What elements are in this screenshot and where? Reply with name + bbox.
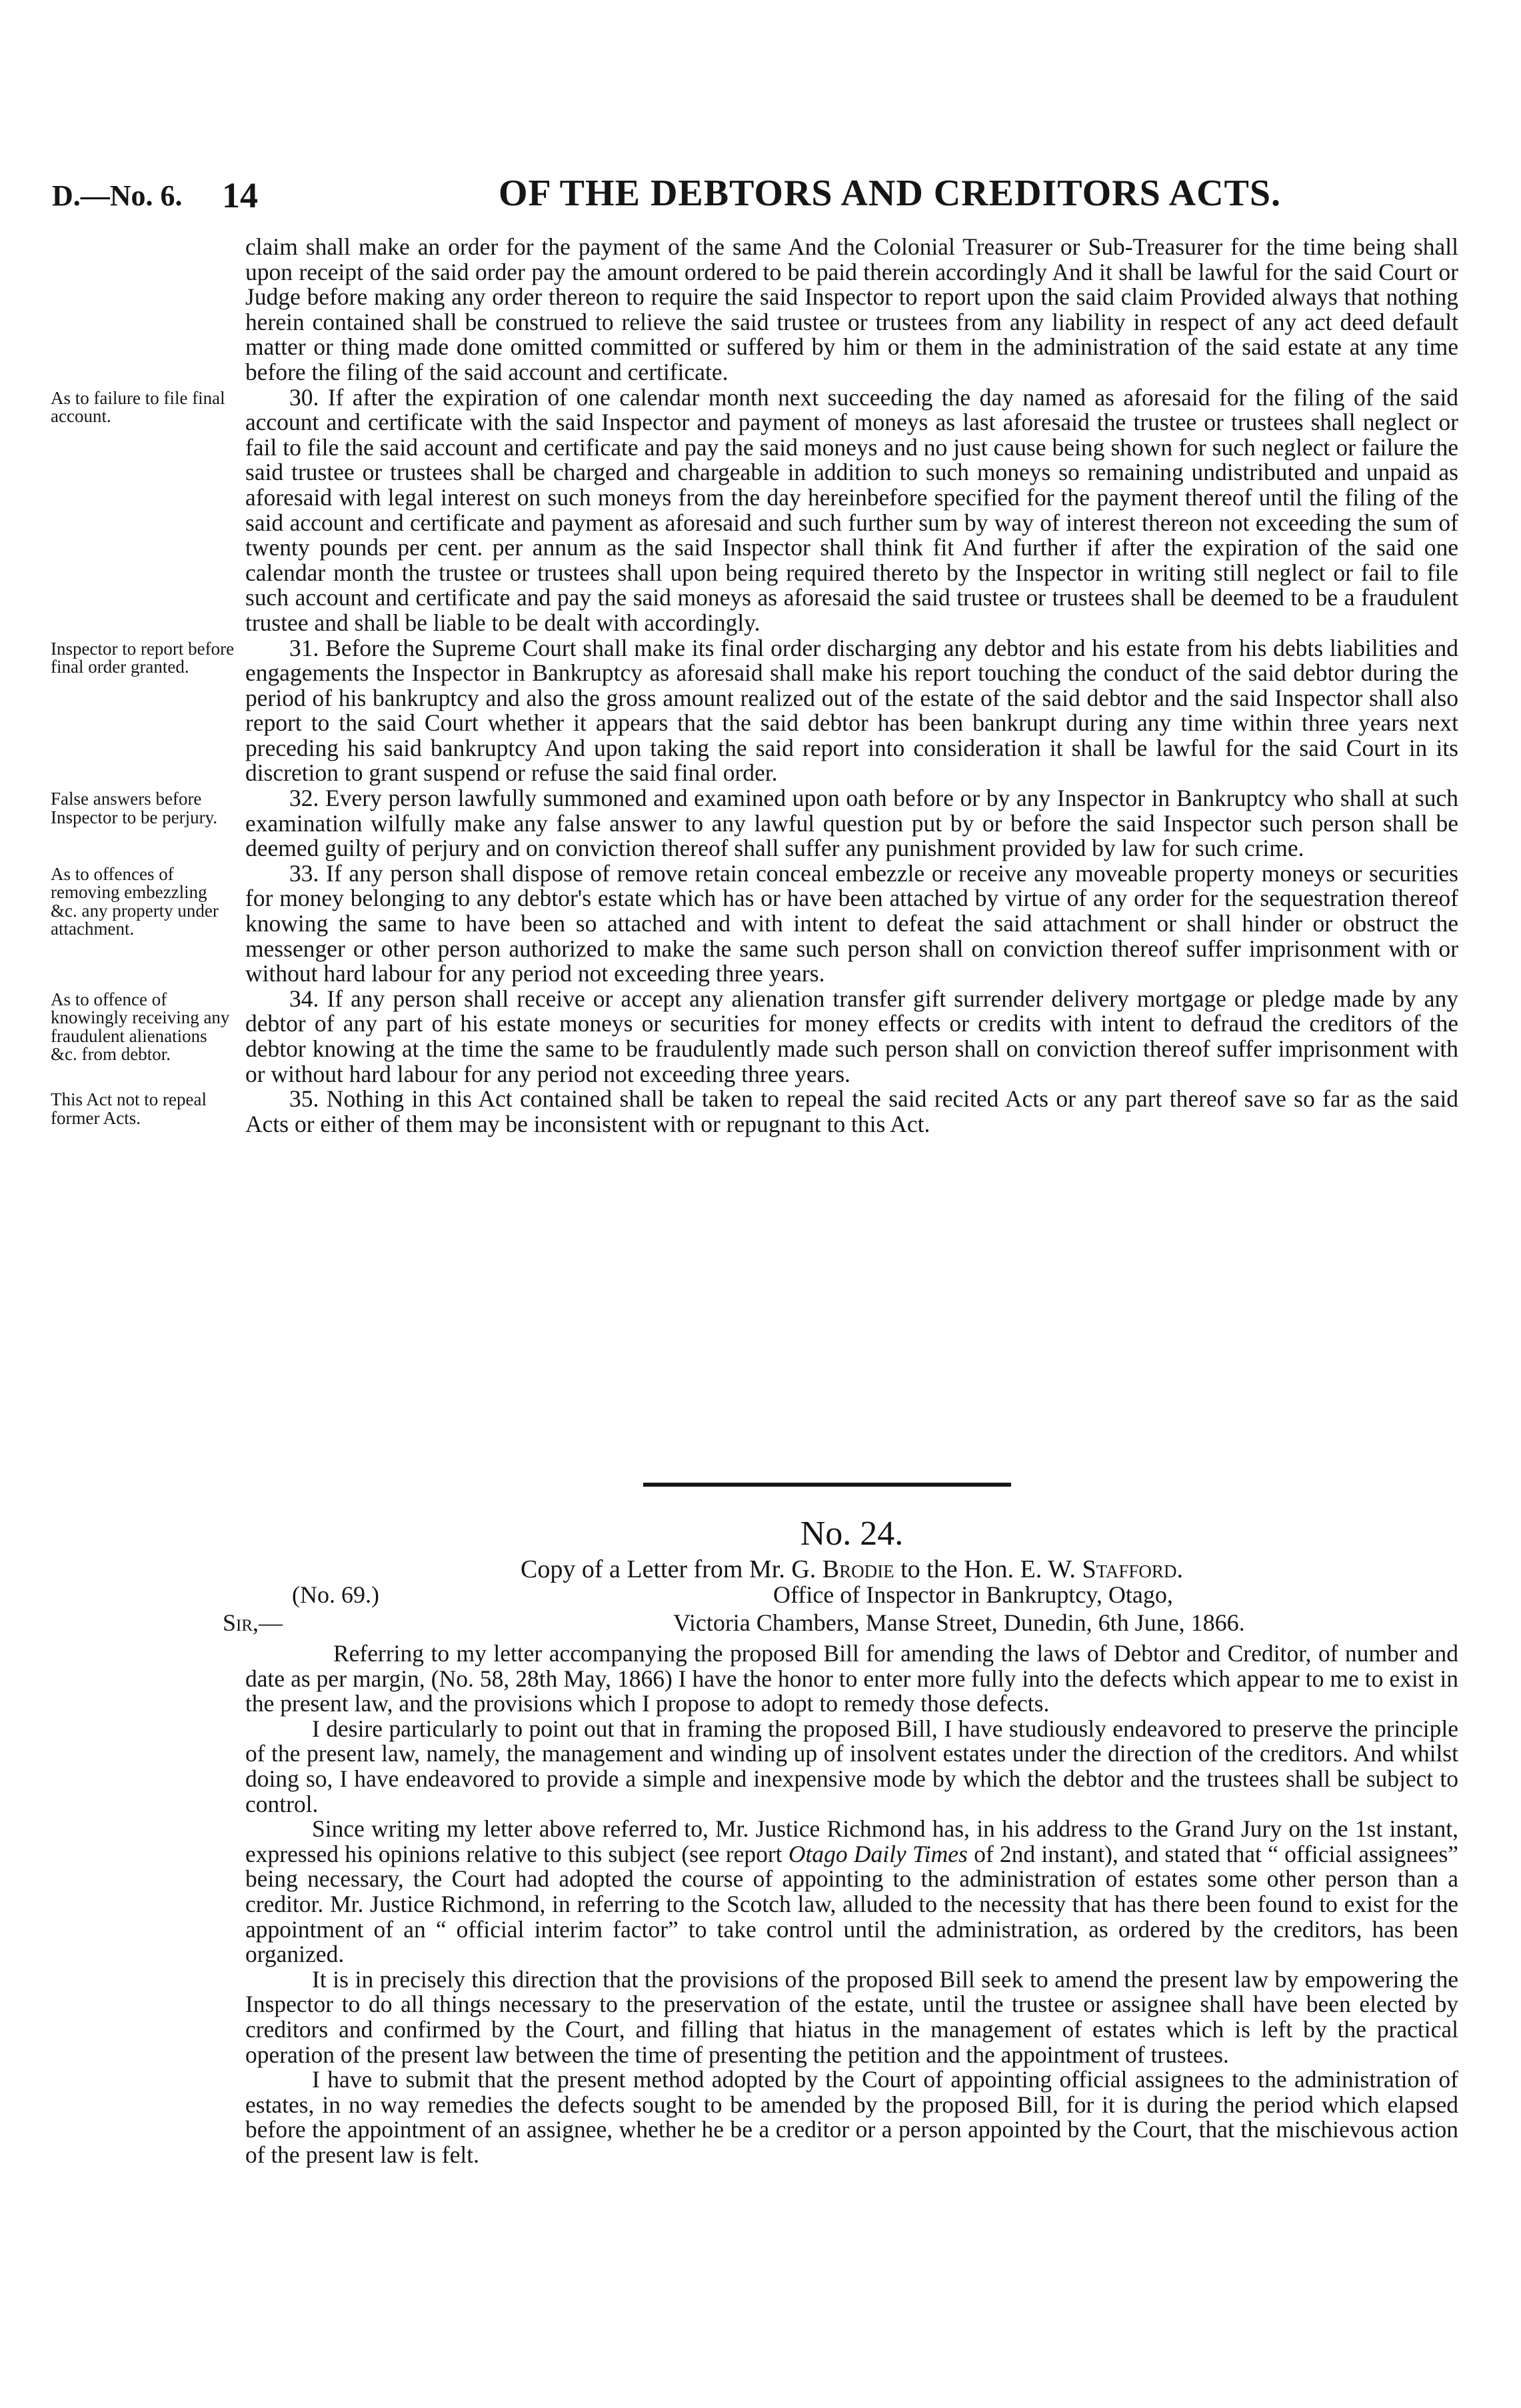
side-note: Inspector to report before final order granted.	[51, 638, 235, 677]
side-note: As to offence of knowingly receiving any fraudulent alienations &c. from debtor.	[51, 989, 230, 1065]
paragraph-text: of 2nd instant), and stated that “ official assignees” being necessary, the Court had adopted the course of appointing to the administration of estates some other person than a creditor. Mr. Justice Richmond, in referring to the Scotch law, alluded to the necessity that has there been found to exist for the appointment of an “ official interim factor” to take control until the administration, as ordered by the creditors, has been organized.	[245, 1840, 1459, 1968]
letter-number: No. 24.	[800, 1515, 904, 1553]
letter-reference: (No. 69.)	[292, 1581, 379, 1608]
letter-caption	[245, 1556, 1458, 1583]
letter-paragraph: Referring to my letter accompanying the proposed Bill for amending the laws of Debtor and Creditor, of number and date as per margin, (No. 58, 28th May, 1866) I have the honor to enter more fully into the defects which appear to me to exist in the present law, and the provisions which I propose to adopt to remedy those defects.	[245, 1640, 1458, 1717]
section-34	[51, 985, 1458, 1087]
document-reference: D.—No. 6.	[52, 179, 183, 212]
caption-recipient: Stafford	[1082, 1555, 1177, 1583]
section-text: claim shall make an order for the payment of the same And the Colonial Treasurer or Sub-Treasurer for the time being shall upon receipt of the said order pay the amount ordered to be paid therein accordingly And it shall be lawful for the said Court or Judge before making any order thereon to require the said Inspector to report upon the said claim Provided always that nothing herein contained shall be construed to relieve the said trustee or trustees from any liability in respect of any act deed default matter or thing made done omitted committed or suffered by him or them in the administration of the said estate at any time before the filing of the said account and certificate.	[245, 233, 1458, 385]
caption-author: Brodie	[822, 1555, 894, 1583]
salutation: Sir,—	[223, 1609, 283, 1636]
section-divider	[643, 1483, 1011, 1487]
section-text: 35. Nothing in this Act contained shall be taken to repeal the said recited Acts or any part thereof save so far as the said Acts or either of them may be inconsistent with or repugnant to this Act.	[245, 1085, 1458, 1137]
side-note: As to failure to file final account.	[51, 387, 225, 427]
section-continuation	[245, 235, 1458, 385]
side-note: False answers before Inspector to be perjury.	[51, 789, 218, 827]
letter-paragraph: I have to submit that the present method adopted by the Court of appointing official assignees to the administration of estates, in no way remedies the defects sought to be amended by the proposed Bill, for it is during the period which elapsed before the appointment of an assignee, whether he be a creditor or a person appointed by the Court, that the mischievous action of the present law is felt.	[245, 2066, 1458, 2168]
letter-address-block	[223, 1581, 1458, 1641]
section-33	[51, 859, 1458, 987]
caption-prefix: Copy of a Letter from Mr. G.	[521, 1555, 816, 1583]
side-note: As to offences of removing embezzling &c. any property under attachment.	[51, 863, 219, 939]
side-note: This Act not to repeal former Acts.	[51, 1089, 207, 1128]
paragraph-text: Since writing my letter above referred to, Mr. Justice Richmond has, in his address to the Grand Jury on the 1st instant, expressed his opinions relative to this subject (see report	[245, 1815, 1458, 1867]
section-text: 33. If any person shall dispose of remove retain conceal embezzle or receive any moveable property moneys or securities for money belonging to any debtor's estate which has or have been attached by virtue of any order for the sequestration thereof knowing the same to have been so attached and with intent to defeat the said attachment or shall hinder or obstruct the messenger or other person authorized to make the same such person shall on conviction thereof suffer imprisonment with or without hard labour for any period not exceeding three years.	[245, 859, 1458, 987]
section-30	[51, 383, 1458, 636]
section-text: 34. If any person shall receive or accept any alienation transfer gift surrender delivery mortgage or pledge made by any debtor of any part of his estate moneys or securities for money effects or credits with intent to defraud the creditors of the debtor knowing at the time the same to be fraudulently made such person shall on conviction thereof suffer imprisonment with or without hard labour for any period not exceeding three years.	[245, 985, 1458, 1087]
letter-paragraph: It is in precisely this direction that the provisions of the proposed Bill seek to amend the present law by empowering the Inspector to do all things necessary to the preservation of the estate, until the trustee or assignee shall have been elected by creditors and confirmed by the Court, and filling that hiatus in the management of estates which is left by the practical operation of the present law between the time of presenting the petition and the appointment of trustees.	[245, 1965, 1458, 2068]
caption-end: .	[1176, 1555, 1183, 1583]
newspaper-title: Otago Daily Times	[788, 1840, 968, 1867]
section-text: 31. Before the Supreme Court shall make its final order discharging any debtor and his estate from his debts liabilities and engagements the Inspector in Bankruptcy as aforesaid shall make his report touching the conduct of the said debtor during the period of his bankruptcy and also the gross amount realized out of the estate of the said debtor and the said Inspector shall also report to the said Court whether it appears that the said debtor has been bankrupt during any time within three years next preceding his said bankruptcy And upon taking the said report into consideration it shall be lawful for the said Court in its discretion to grant suspend or refuse the said final order.	[245, 634, 1458, 787]
section-32	[51, 785, 1458, 862]
page-number: 14	[222, 175, 258, 215]
letter-paragraph	[245, 1817, 1458, 1967]
section-text: 32. Every person lawfully summoned and examined upon oath before or by any Inspector in Bankruptcy who shall at such examination wilfully make any false answer to any lawful question put by or before the said Inspector such person shall be deemed guilty of perjury and on conviction thereof shall suffer any punishment provided by law for such crime.	[245, 785, 1458, 862]
section-text: 30. If after the expiration of one calendar month next succeeding the day named as aforesaid for the filing of the said account and certificate with the said Inspector and payment of moneys as last aforesaid the trustee or trustees shall neglect or fail to file the said account and certificate and pay the said moneys and no just cause being shown for such neglect or failure the said trustee or trustees shall be charged and chargeable in addition to such moneys so remaining undistributed and unpaid as aforesaid with legal interest on such moneys from the day hereinbefore specified for the payment thereof until the filing of the said account and certificate and payment as aforesaid and such further sum by way of interest thereon not exceeding the sum of twenty pounds per cent. per annum as the said Inspector shall think fit And further if after the expiration of the said one calendar month the trustee or trustees shall upon being required thereto by the Inspector in writing still neglect or fail to file such account and certificate and pay the said moneys as aforesaid the said trustee or trustees shall be deemed to be a fraudulent trustee and shall be liable to be dealt with accordingly.	[245, 383, 1458, 636]
section-35	[51, 1085, 1458, 1137]
page-title: OF THE DEBTORS AND CREDITORS ACTS.	[499, 173, 1282, 214]
act-text	[51, 233, 1458, 1137]
office-line-2: Victoria Chambers, Manse Street, Dunedin, 6th June, 1866.	[673, 1609, 1245, 1636]
page-header	[52, 172, 1412, 225]
caption-mid: to the Hon. E. W.	[900, 1555, 1076, 1583]
office-line-1: Office of Inspector in Bankruptcy, Otago,	[773, 1581, 1173, 1608]
section-31	[51, 634, 1458, 787]
letter-paragraph: I desire particularly to point out that in framing the proposed Bill, I have studiously endeavored to preserve the principle of the present law, namely, the management and winding up of insolvent estates under the direction of the creditors. And whilst doing so, I have endeavored to provide a simple and inexpensive mode by which the debtor and the trustees shall be subject to control.	[245, 1715, 1458, 1817]
letter	[223, 1513, 1459, 2168]
